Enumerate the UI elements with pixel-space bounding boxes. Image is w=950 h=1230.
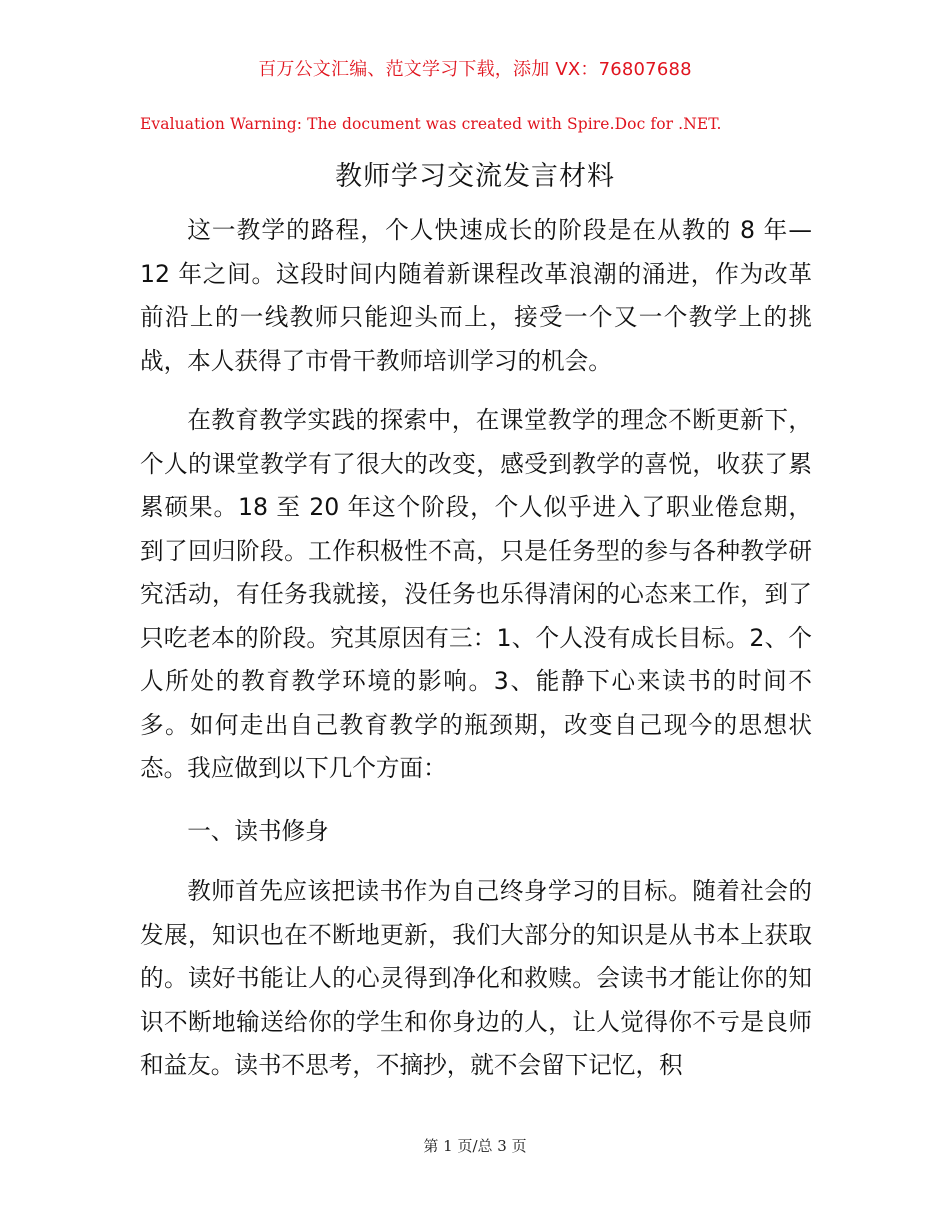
page-number-footer: 第 1 页/总 3 页 bbox=[423, 1137, 527, 1155]
document-title: 教师学习交流发言材料 bbox=[335, 161, 615, 192]
document-body bbox=[140, 209, 812, 1088]
evaluation-warning-text: Evaluation Warning: The document was created with Spire.Doc for .NET. bbox=[140, 115, 722, 133]
paragraph-reading: 教师首先应该把读书作为自己终身学习的目标。随着社会的发展，知识也在不断地更新，我们大部分的知识是从书本上获取的。读好书能让人的心灵得到净化和救赎。会读书才能让你的知识不断地输送给你的学生和你身边的人，让人觉得你不亏是良师和益友。读书不思考，不摘抄，就不会留下记忆，积 bbox=[140, 877, 812, 1079]
section-heading-reading: 一、读书修身 bbox=[187, 816, 329, 845]
paragraph-career-stages: 在教育教学实践的探索中，在课堂教学的理念不断更新下，个人的课堂教学有了很大的改变，感受到教学的喜悦，收获了累累硕果。18 至 20 年这个阶段，个人似乎进入了职业倦怠期，到了回归阶段。工作积极性不高，只是任务型的参与各种教学研究活动，有任务我就接，没任务也乐得清闲的心态来工作，到了只吃老本的阶段。究其原因有三：1、个人没有成长目标。2、个人所处的教育教学环境的影响。3、能静下心来读书的时间不多。如何走出自己教育教学的瓶颈期，改变自己现今的思想状态。我应做到以下几个方面： bbox=[140, 406, 812, 782]
paragraph-intro: 这一教学的路程，个人快速成长的阶段是在从教的 8 年—12 年之间。这段时间内随着新课程改革浪潮的涌进，作为改革前沿上的一线教师只能迎头而上，接受一个又一个教学上的挑战，本人获得了市骨干教师培训学习的机会。 bbox=[140, 216, 812, 375]
promo-header-text: 百万公文汇编、范文学习下载，添加 VX：76807688 bbox=[258, 59, 692, 80]
